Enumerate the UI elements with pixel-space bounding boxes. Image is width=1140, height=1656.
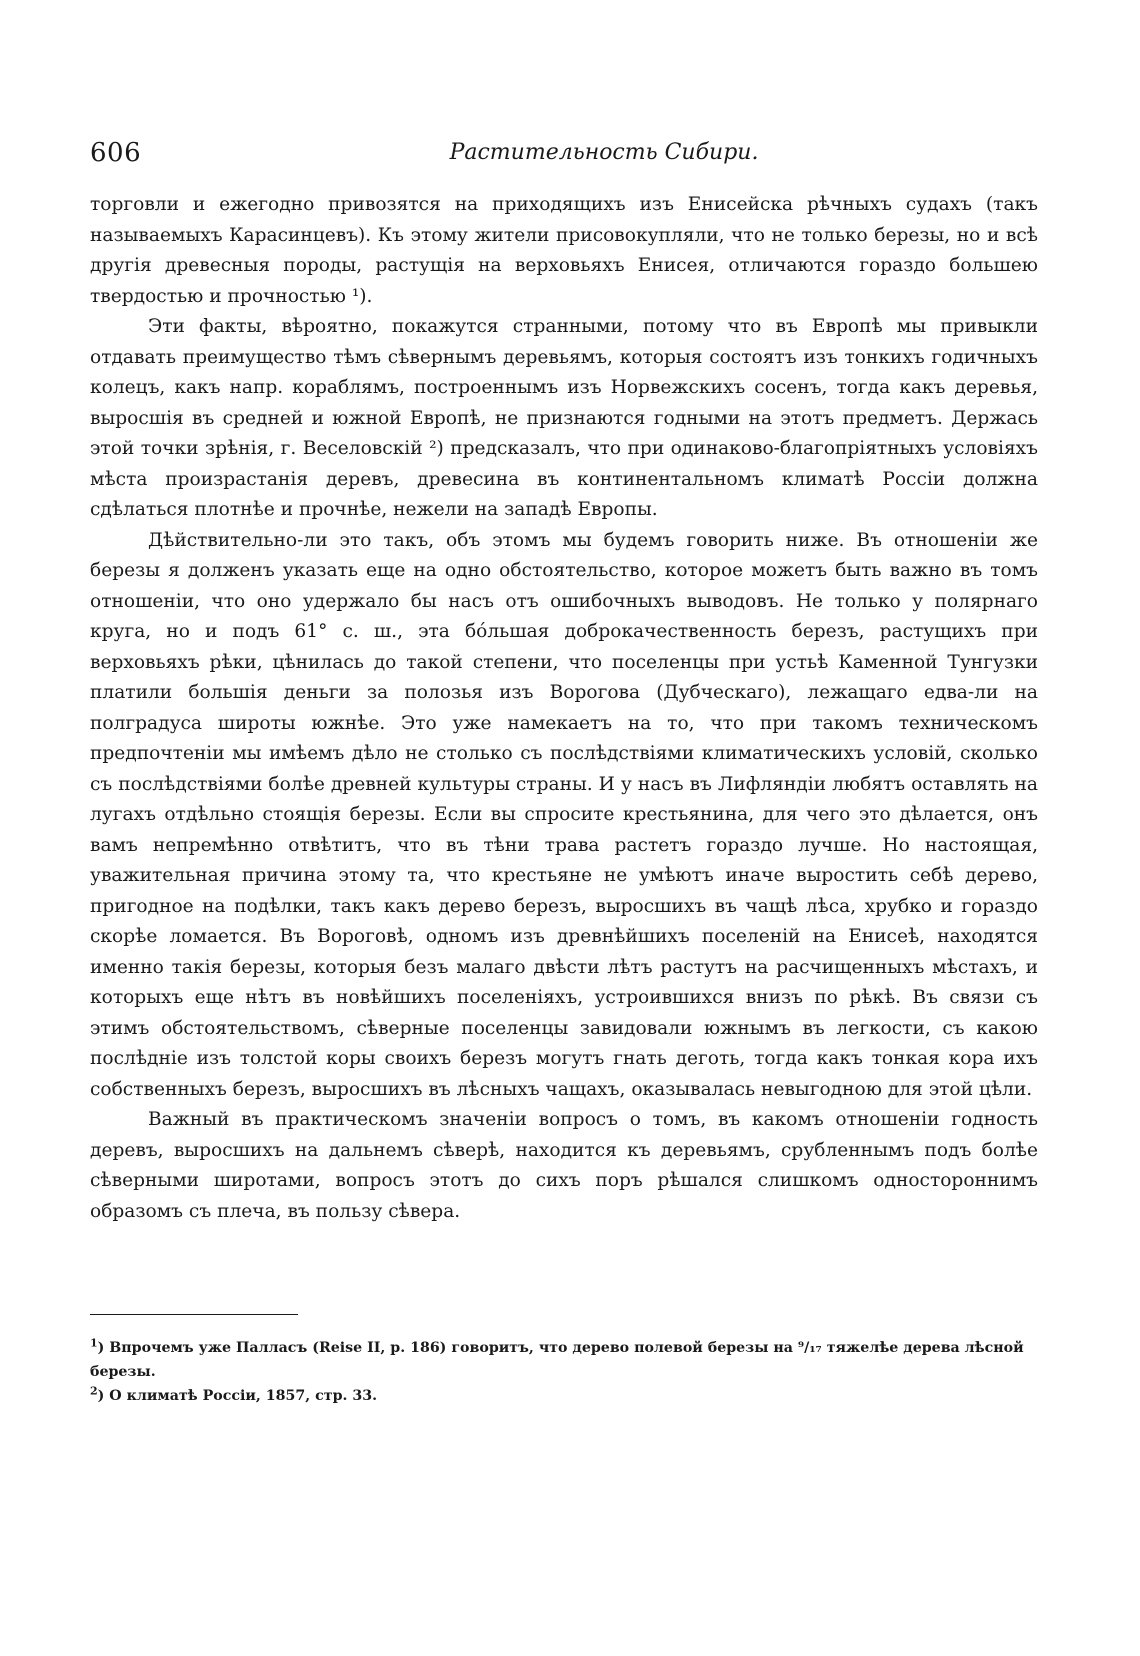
running-title: Растительность Сибири. [449,140,759,165]
body-text [90,190,1038,1227]
footnote-1-text-before: ) Впрочемъ уже Палласъ (Reise II, p. 186) говоритъ, что дерево полевой березы на [97,1340,798,1356]
paragraph-1: торговли и ежегодно привозятся на приходящихъ изъ Енисейска рѣчныхъ судахъ (такъ называемыхъ Карасинцевъ). Къ этому жители присовокупляли, что не только березы, но и всѣ другія древесныя породы, растущія на верховьяхъ Енисея, отличаются гораздо большею твердостью и прочностью ¹). [90,194,1038,307]
page-number: 606 [90,138,142,168]
footnotes [90,1336,1038,1408]
footnote-2-text: ) О климатѣ Россіи, 1857, стр. 33. [97,1388,378,1404]
paragraph-2: Эти факты, вѣроятно, покажутся странными, потому что въ Европѣ мы привыкли отдавать преимущество тѣмъ сѣвернымъ деревьямъ, которыя состоятъ изъ тонкихъ годичныхъ колецъ, какъ напр. кораблямъ, построеннымъ изъ Норвежскихъ сосенъ, тогда какъ деревья, выросшія въ средней и южной Европѣ, не признаются годными на этотъ предметъ. Держась этой точки зрѣнія, г. Веселовскій ²) предсказалъ, что при одинаково-благопріятныхъ условіяхъ мѣста произрастанія деревъ, древесина въ континентальномъ климатѣ Россіи должна сдѣлаться плотнѣе и прочнѣе, нежели на западѣ Европы. [90,316,1038,520]
footnote-2-mark: 2 [90,1384,98,1398]
paragraph-4: Важный въ практическомъ значеніи вопросъ о томъ, въ какомъ отношеніи годность деревъ, выросшихъ на дальнемъ сѣверѣ, находится къ деревьямъ, срубленнымъ подъ болѣе сѣверными широтами, вопросъ этотъ до сихъ поръ рѣшался слишкомъ одностороннимъ образомъ съ плеча, въ пользу сѣвера. [90,1109,1038,1222]
footnote-1-mark: 1 [90,1336,98,1350]
page-header [90,138,1038,174]
footnote-1-fraction: ⁹/₁₇ [797,1340,822,1356]
footnote-2 [90,1384,1038,1408]
paragraph-3: Дѣйствительно-ли это такъ, объ этомъ мы будемъ говорить ниже. Въ отношеніи же березы я долженъ указать еще на одно обстоятельство, которое можетъ быть важно въ томъ отношеніи, что оно удержало бы насъ отъ ошибочныхъ выводовъ. Не только у полярнаго круга, но и подъ 61° с. ш., эта бо́льшая доброкачественность березъ, растущихъ при верховьяхъ рѣки, цѣнилась до такой степени, что поселенцы при устьѣ Каменной Тунгузки платили большія деньги за полозья изъ Ворогова (Дубческаго), лежащаго едва-ли на полградуса широты южнѣе. Это уже намекаетъ на то, что при такомъ техническомъ предпочтеніи мы имѣемъ дѣло не столько съ послѣдствіями климатическихъ условій, сколько съ послѣдствіями болѣе древней культуры страны. И у насъ въ Лифляндіи любятъ оставлять на лугахъ отдѣльно стоящія березы. Если вы спросите крестьянина, для чего это дѣлается, онъ вамъ непремѣнно отвѣтитъ, что въ тѣни трава растетъ гораздо лучше. Но настоящая, уважительная причина этому та, что крестьяне не умѣютъ иначе выростить себѣ дерево, пригодное на подѣлки, такъ какъ дерево березъ, выросшихъ въ чащѣ лѣса, хрубко и гораздо скорѣе ломается. Въ Вороговѣ, одномъ изъ древнѣйшихъ поселеній на Енисеѣ, находятся именно такія березы, которыя безъ малаго двѣсти лѣтъ растутъ на расчищенныхъ мѣстахъ, и которыхъ еще нѣтъ въ новѣйшихъ поселеніяхъ, устроившихся внизъ по рѣкѣ. Въ связи съ этимъ обстоятельствомъ, сѣверные поселенцы завидовали южнымъ въ легкости, съ какою послѣдніе изъ толстой коры своихъ березъ могутъ гнать деготь, тогда какъ тонкая кора ихъ собственныхъ березъ, выросшихъ въ лѣсныхъ чащахъ, оказывалась невыгодною для этой цѣли. [90,529,1038,1100]
footnote-1 [90,1336,1038,1384]
footnote-1-text-after: тяжелѣе дерева лѣсной березы. [90,1340,1024,1380]
footnote-divider [90,1314,298,1315]
